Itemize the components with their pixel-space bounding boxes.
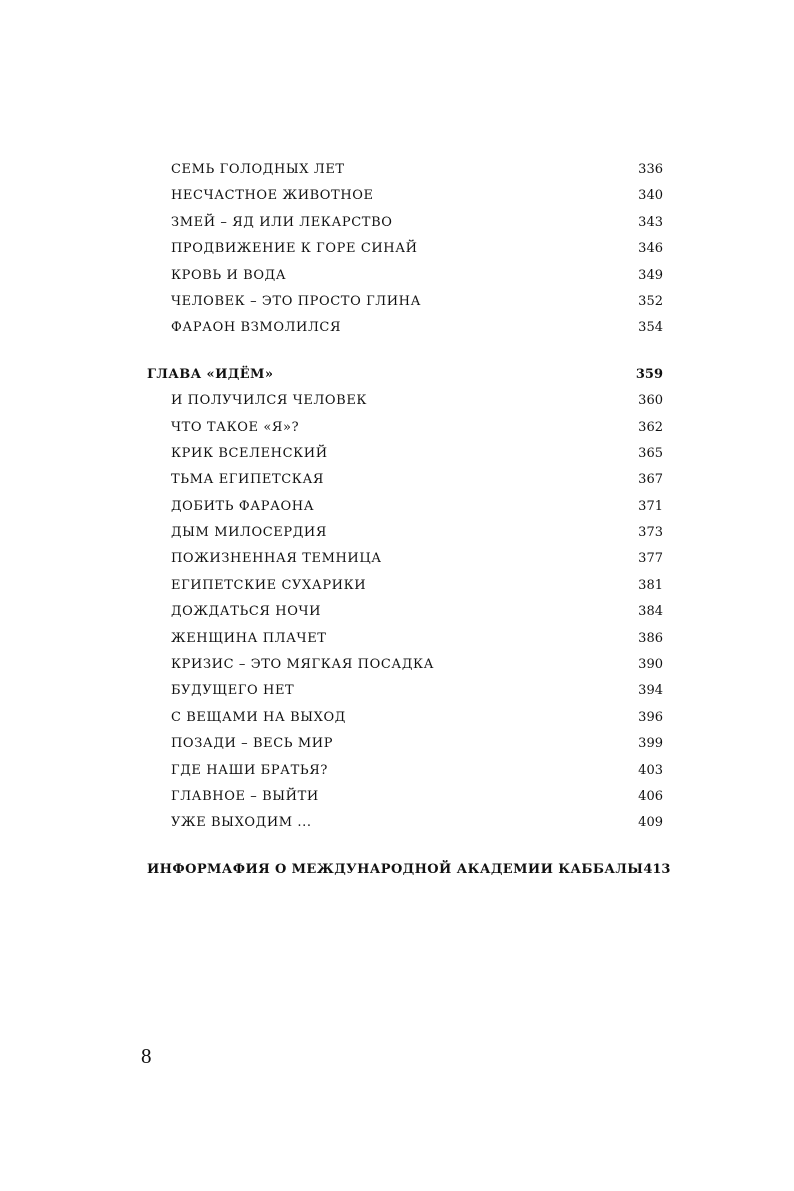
toc-entry-page: 384 [638, 604, 663, 620]
toc-entry-page: 377 [638, 551, 663, 567]
toc-entry-title: ДОБИТЬ ФАРАОНА [171, 498, 315, 514]
toc-entry[interactable] [147, 758, 663, 784]
toc-entry-page: 386 [638, 630, 663, 646]
toc-entry-title: И ПОЛУЧИЛСЯ ЧЕЛОВЕК [171, 393, 368, 409]
toc-entry-page: 340 [638, 188, 663, 204]
toc-chapter-entry[interactable] [147, 362, 663, 388]
toc-entry-page: 362 [638, 419, 663, 435]
toc-entry-title: ЗМЕЙ – ЯД ИЛИ ЛЕКАРСТВО [171, 214, 393, 230]
toc-entry[interactable] [147, 157, 663, 183]
page-number: 8 [141, 1044, 152, 1068]
toc-entry-title: СЕМЬ ГОЛОДНЫХ ЛЕТ [171, 162, 345, 177]
toc-entry-page: 349 [638, 267, 663, 283]
toc-entry[interactable] [147, 546, 663, 572]
toc-entry-page: 373 [638, 525, 663, 541]
toc-entry-title: КРИЗИС – ЭТО МЯГКАЯ ПОСАДКА [171, 657, 435, 673]
toc-entry-title: ЧЕЛОВЕК – ЭТО ПРОСТО ГЛИНА [171, 293, 422, 309]
toc-entry-title: ПОЖИЗНЕННАЯ ТЕМНИЦА [171, 551, 382, 567]
toc-entry-page: 396 [638, 709, 663, 725]
toc-entry-title: ТЬМА ЕГИПЕТСКАЯ [171, 472, 325, 488]
toc-entry-page: 360 [638, 393, 663, 409]
toc-entry-title: ФАРАОН ВЗМОЛИЛСЯ [171, 320, 342, 336]
toc-entry[interactable] [147, 599, 663, 625]
toc-appendix-page: 413 [643, 861, 671, 877]
toc-entry-page: 367 [638, 472, 663, 488]
toc-entry-title: ЖЕНЩИНА ПЛАЧЕТ [171, 630, 327, 646]
toc-entry-title: ПОЗАДИ – ВЕСЬ МИР [171, 736, 334, 752]
toc-entry-title: КРОВЬ И ВОДА [171, 267, 287, 283]
toc-entry[interactable] [147, 315, 663, 341]
toc-entry-page: 390 [638, 657, 663, 673]
toc-entry-page: 403 [638, 762, 663, 778]
toc-entry-title: ГЛАВНОЕ – ВЫЙТИ [171, 788, 319, 804]
toc-entry-title: КРИК ВСЕЛЕНСКИЙ [171, 445, 328, 461]
toc-entry[interactable] [147, 467, 663, 493]
toc-entry[interactable] [147, 388, 663, 414]
toc-entry[interactable] [147, 626, 663, 652]
toc-entry-title: ЧТО ТАКОЕ «Я»? [171, 419, 300, 435]
toc-entry[interactable] [147, 210, 663, 236]
toc-entry-page: 394 [638, 683, 663, 699]
toc-chapter-page: 359 [635, 366, 663, 382]
toc-entry-page: 381 [638, 577, 663, 593]
section-spacer [147, 342, 663, 362]
toc-entry[interactable] [147, 652, 663, 678]
toc-entry-page: 343 [638, 214, 663, 230]
toc-entry-page: 336 [638, 162, 663, 177]
toc-appendix-entry[interactable] [147, 857, 671, 883]
table-of-contents [147, 157, 671, 883]
toc-entry[interactable] [147, 520, 663, 546]
toc-entry-title: БУДУЩЕГО НЕТ [171, 683, 295, 699]
toc-entry-title: С ВЕЩАМИ НА ВЫХОД [171, 709, 346, 725]
toc-entry[interactable] [147, 415, 663, 441]
toc-entry-title: НЕСЧАСТНОЕ ЖИВОТНОЕ [171, 188, 374, 204]
toc-entry-page: 354 [638, 320, 663, 336]
toc-entry-title: ДЫМ МИЛОСЕРДИЯ [171, 525, 327, 541]
toc-entry[interactable] [147, 263, 663, 289]
toc-entry[interactable] [147, 441, 663, 467]
toc-entry[interactable] [147, 678, 663, 704]
toc-entry[interactable] [147, 573, 663, 599]
toc-entry[interactable] [147, 731, 663, 757]
toc-entry-title: УЖЕ ВЫХОДИМ ... [171, 815, 312, 831]
toc-entry-title: ДОЖДАТЬСЯ НОЧИ [171, 604, 322, 620]
toc-entry-page: 365 [638, 445, 663, 461]
toc-entry[interactable] [147, 289, 663, 315]
toc-entry[interactable] [147, 784, 663, 810]
toc-entry[interactable] [147, 183, 663, 209]
toc-entry-title: ГДЕ НАШИ БРАТЬЯ? [171, 762, 328, 778]
toc-entry[interactable] [147, 810, 663, 836]
toc-entry[interactable] [147, 494, 663, 520]
toc-entry-page: 346 [638, 241, 663, 257]
section-spacer [147, 837, 663, 857]
toc-entry-page: 399 [638, 736, 663, 752]
toc-entry-title: ЕГИПЕТСКИЕ СУХАРИКИ [171, 577, 367, 593]
toc-entry-page: 352 [638, 293, 663, 309]
toc-entry[interactable] [147, 705, 663, 731]
toc-chapter-title: ГЛАВА «ИДЁМ» [147, 366, 274, 382]
toc-entry[interactable] [147, 236, 663, 262]
toc-entry-title: ПРОДВИЖЕНИЕ К ГОРЕ СИНАЙ [171, 241, 418, 257]
toc-entry-page: 406 [638, 788, 663, 804]
toc-appendix-title: ИНФОРМАФИЯ О МЕЖДУНАРОДНОЙ АКАДЕМИИ КАББАЛЫ [147, 861, 644, 877]
toc-entry-page: 409 [638, 815, 663, 831]
toc-entry-page: 371 [638, 498, 663, 514]
